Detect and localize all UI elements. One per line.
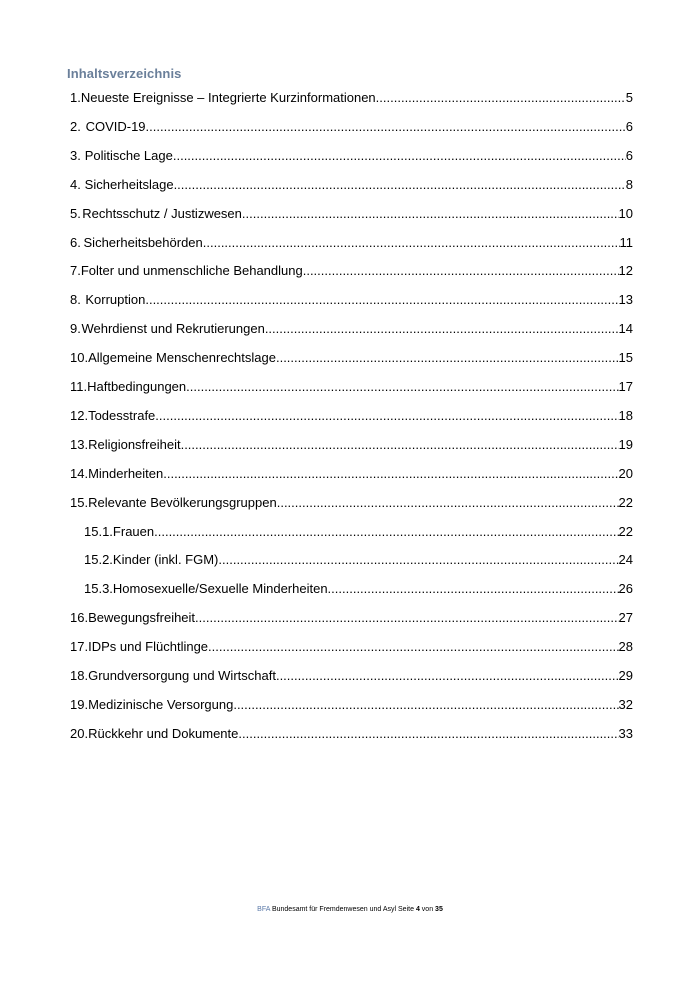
toc-entry-page: 8 <box>625 177 633 192</box>
toc-entry-number: 15.3. <box>84 581 113 596</box>
toc-entry[interactable] <box>70 377 633 397</box>
toc-entry-number: 10. <box>70 350 89 365</box>
toc-entry-page: 17 <box>618 379 633 394</box>
toc-entry[interactable] <box>70 435 633 455</box>
toc-entry-title: Wehrdienst und Rekrutierungen <box>81 321 265 336</box>
footer-total-pages: 35 <box>435 906 443 913</box>
toc-dot-leader <box>146 117 626 137</box>
toc-dot-leader <box>238 724 618 744</box>
toc-entry-title: Kinder (inkl. FGM) <box>112 552 219 567</box>
toc-entry-number: 11. <box>70 379 88 394</box>
toc-entry-title: Medizinische Versorgung <box>88 697 234 712</box>
toc-dot-leader <box>328 579 619 599</box>
toc-dot-leader <box>208 637 619 657</box>
toc-entry-page: 14 <box>618 321 633 336</box>
toc-entry-title: COVID-19 <box>85 119 146 134</box>
toc-entry-title: Rechtsschutz / Justizwesen <box>82 206 242 221</box>
toc-entry[interactable] <box>70 233 633 253</box>
toc-entry-page: 18 <box>618 408 633 423</box>
toc-entry-title: Korruption <box>85 292 146 307</box>
toc-entry-page: 15 <box>618 350 633 365</box>
toc-entry-number: 15. <box>70 495 89 510</box>
toc-entry[interactable] <box>70 493 633 513</box>
toc-entry-title: Sicherheitsbehörden <box>83 235 203 250</box>
toc-entry-title: Bewegungsfreiheit <box>88 610 196 625</box>
toc-entry[interactable] <box>70 319 633 339</box>
toc-entry-number: 7. <box>70 263 81 278</box>
toc-dot-leader <box>154 522 618 542</box>
toc-entry-number: 19. <box>70 697 89 712</box>
toc-entry-page: 5 <box>625 90 633 105</box>
toc-entry-title: Frauen <box>112 524 155 539</box>
toc-entry[interactable] <box>70 637 633 657</box>
toc-entry-page: 6 <box>625 148 633 163</box>
toc-dot-leader <box>203 233 620 253</box>
toc-heading: Inhaltsverzeichnis <box>67 66 182 81</box>
toc-entry-number: 20. <box>70 726 89 741</box>
toc-dot-leader <box>163 464 618 484</box>
toc-entry[interactable] <box>70 204 633 224</box>
toc-entry-title: Neueste Ereignisse – Integrierte Kurzinformationen <box>80 90 376 105</box>
toc-entry-page: 13 <box>618 292 633 307</box>
toc-entry-page: 20 <box>618 466 633 481</box>
toc-entry-page: 28 <box>618 639 633 654</box>
toc-entry-number: 14. <box>70 466 89 481</box>
toc-entry[interactable] <box>70 117 633 137</box>
toc-entry-title: Relevante Bevölkerungsgruppen <box>88 495 277 510</box>
toc-dot-leader <box>276 348 619 368</box>
toc-entry-page: 32 <box>618 697 633 712</box>
toc-entry-title: IDPs und Flüchtlinge <box>88 639 209 654</box>
toc-entry[interactable] <box>84 579 633 599</box>
toc-entry-page: 27 <box>618 610 633 625</box>
toc-entry[interactable] <box>84 522 633 542</box>
page-footer <box>0 906 700 913</box>
toc-dot-leader <box>242 204 619 224</box>
toc-dot-leader <box>265 319 619 339</box>
toc-entry-title: Todesstrafe <box>88 408 156 423</box>
toc-entry-page: 11 <box>619 235 633 250</box>
toc-entry[interactable] <box>70 348 633 368</box>
toc-entry[interactable] <box>84 550 633 570</box>
toc-entry-number: 13. <box>70 437 89 452</box>
toc-entry-number: 17. <box>70 639 89 654</box>
toc-entry-title: Homosexuelle/Sexuelle Minderheiten <box>112 581 328 596</box>
toc-entry-page: 26 <box>618 581 633 596</box>
toc-dot-leader <box>195 608 618 628</box>
toc-entry-title: Grundversorgung und Wirtschaft <box>88 668 276 683</box>
toc-entry-title: Allgemeine Menschenrechtslage <box>88 350 276 365</box>
toc-entry-page: 6 <box>625 119 633 134</box>
toc-dot-leader <box>155 406 618 426</box>
toc-dot-leader <box>376 88 626 108</box>
toc-entry-page: 24 <box>618 552 633 567</box>
toc-entry[interactable] <box>70 88 633 108</box>
footer-current-page: 4 <box>415 906 420 913</box>
toc-entry-page: 12 <box>618 263 633 278</box>
toc-entry-page: 33 <box>618 726 633 741</box>
toc-entry-page: 29 <box>618 668 633 683</box>
toc-entry-title: Rückkehr und Dokumente <box>88 726 239 741</box>
toc-dot-leader <box>174 175 626 195</box>
toc-dot-leader <box>303 261 619 281</box>
toc-entry-number: 15.2. <box>84 552 113 567</box>
toc-dot-leader <box>186 377 618 397</box>
toc-entry-number: 6. <box>70 235 81 250</box>
toc-entry-title: Folter und unmenschliche Behandlung <box>80 263 303 278</box>
toc-entry-page: 19 <box>618 437 633 452</box>
toc-entry-number: 9. <box>70 321 81 336</box>
toc-entry-number: 18. <box>70 668 89 683</box>
toc-entry-page: 22 <box>618 524 633 539</box>
toc-entry-number: 1. <box>70 90 81 105</box>
toc-entry-number: 12. <box>70 408 89 423</box>
footer-text: Bundesamt für Fremdenwesen und Asyl Seite <box>271 906 414 913</box>
toc-entry-title: Politische Lage <box>84 148 173 163</box>
toc-entry-number: 15.1. <box>84 524 113 539</box>
footer-brand: BFA <box>257 906 270 913</box>
toc-entry-number: 8. <box>70 292 81 307</box>
toc-entry-number: 5. <box>70 206 81 221</box>
toc-entry-number: 4. <box>70 177 81 192</box>
toc-entry[interactable] <box>70 406 633 426</box>
toc-entry-number: 2. <box>70 119 81 134</box>
toc-entry[interactable] <box>70 146 633 166</box>
toc-dot-leader <box>276 666 619 686</box>
toc-entry[interactable] <box>70 261 633 281</box>
toc-entry[interactable] <box>70 666 633 686</box>
toc-dot-leader <box>277 493 619 513</box>
toc-dot-leader <box>173 146 626 166</box>
toc-entry-title: Religionsfreiheit <box>88 437 181 452</box>
toc-entry-title: Haftbedingungen <box>87 379 187 394</box>
toc-entry[interactable] <box>70 724 633 744</box>
toc-entry[interactable] <box>70 608 633 628</box>
toc-entry-page: 22 <box>618 495 633 510</box>
footer-of-label: von <box>421 906 434 913</box>
toc-entry[interactable] <box>70 290 633 310</box>
toc-entry[interactable] <box>70 464 633 484</box>
toc-dot-leader <box>145 290 618 310</box>
toc-entry-title: Sicherheitslage <box>84 177 174 192</box>
toc-entry-page: 10 <box>618 206 633 221</box>
toc-entry[interactable] <box>70 695 633 715</box>
toc-entry-number: 16. <box>70 610 89 625</box>
toc-entry-title: Minderheiten <box>88 466 164 481</box>
toc-dot-leader <box>218 550 618 570</box>
toc-entry[interactable] <box>70 175 633 195</box>
toc-dot-leader <box>233 695 618 715</box>
toc-entry-number: 3. <box>70 148 81 163</box>
toc-dot-leader <box>181 435 619 455</box>
